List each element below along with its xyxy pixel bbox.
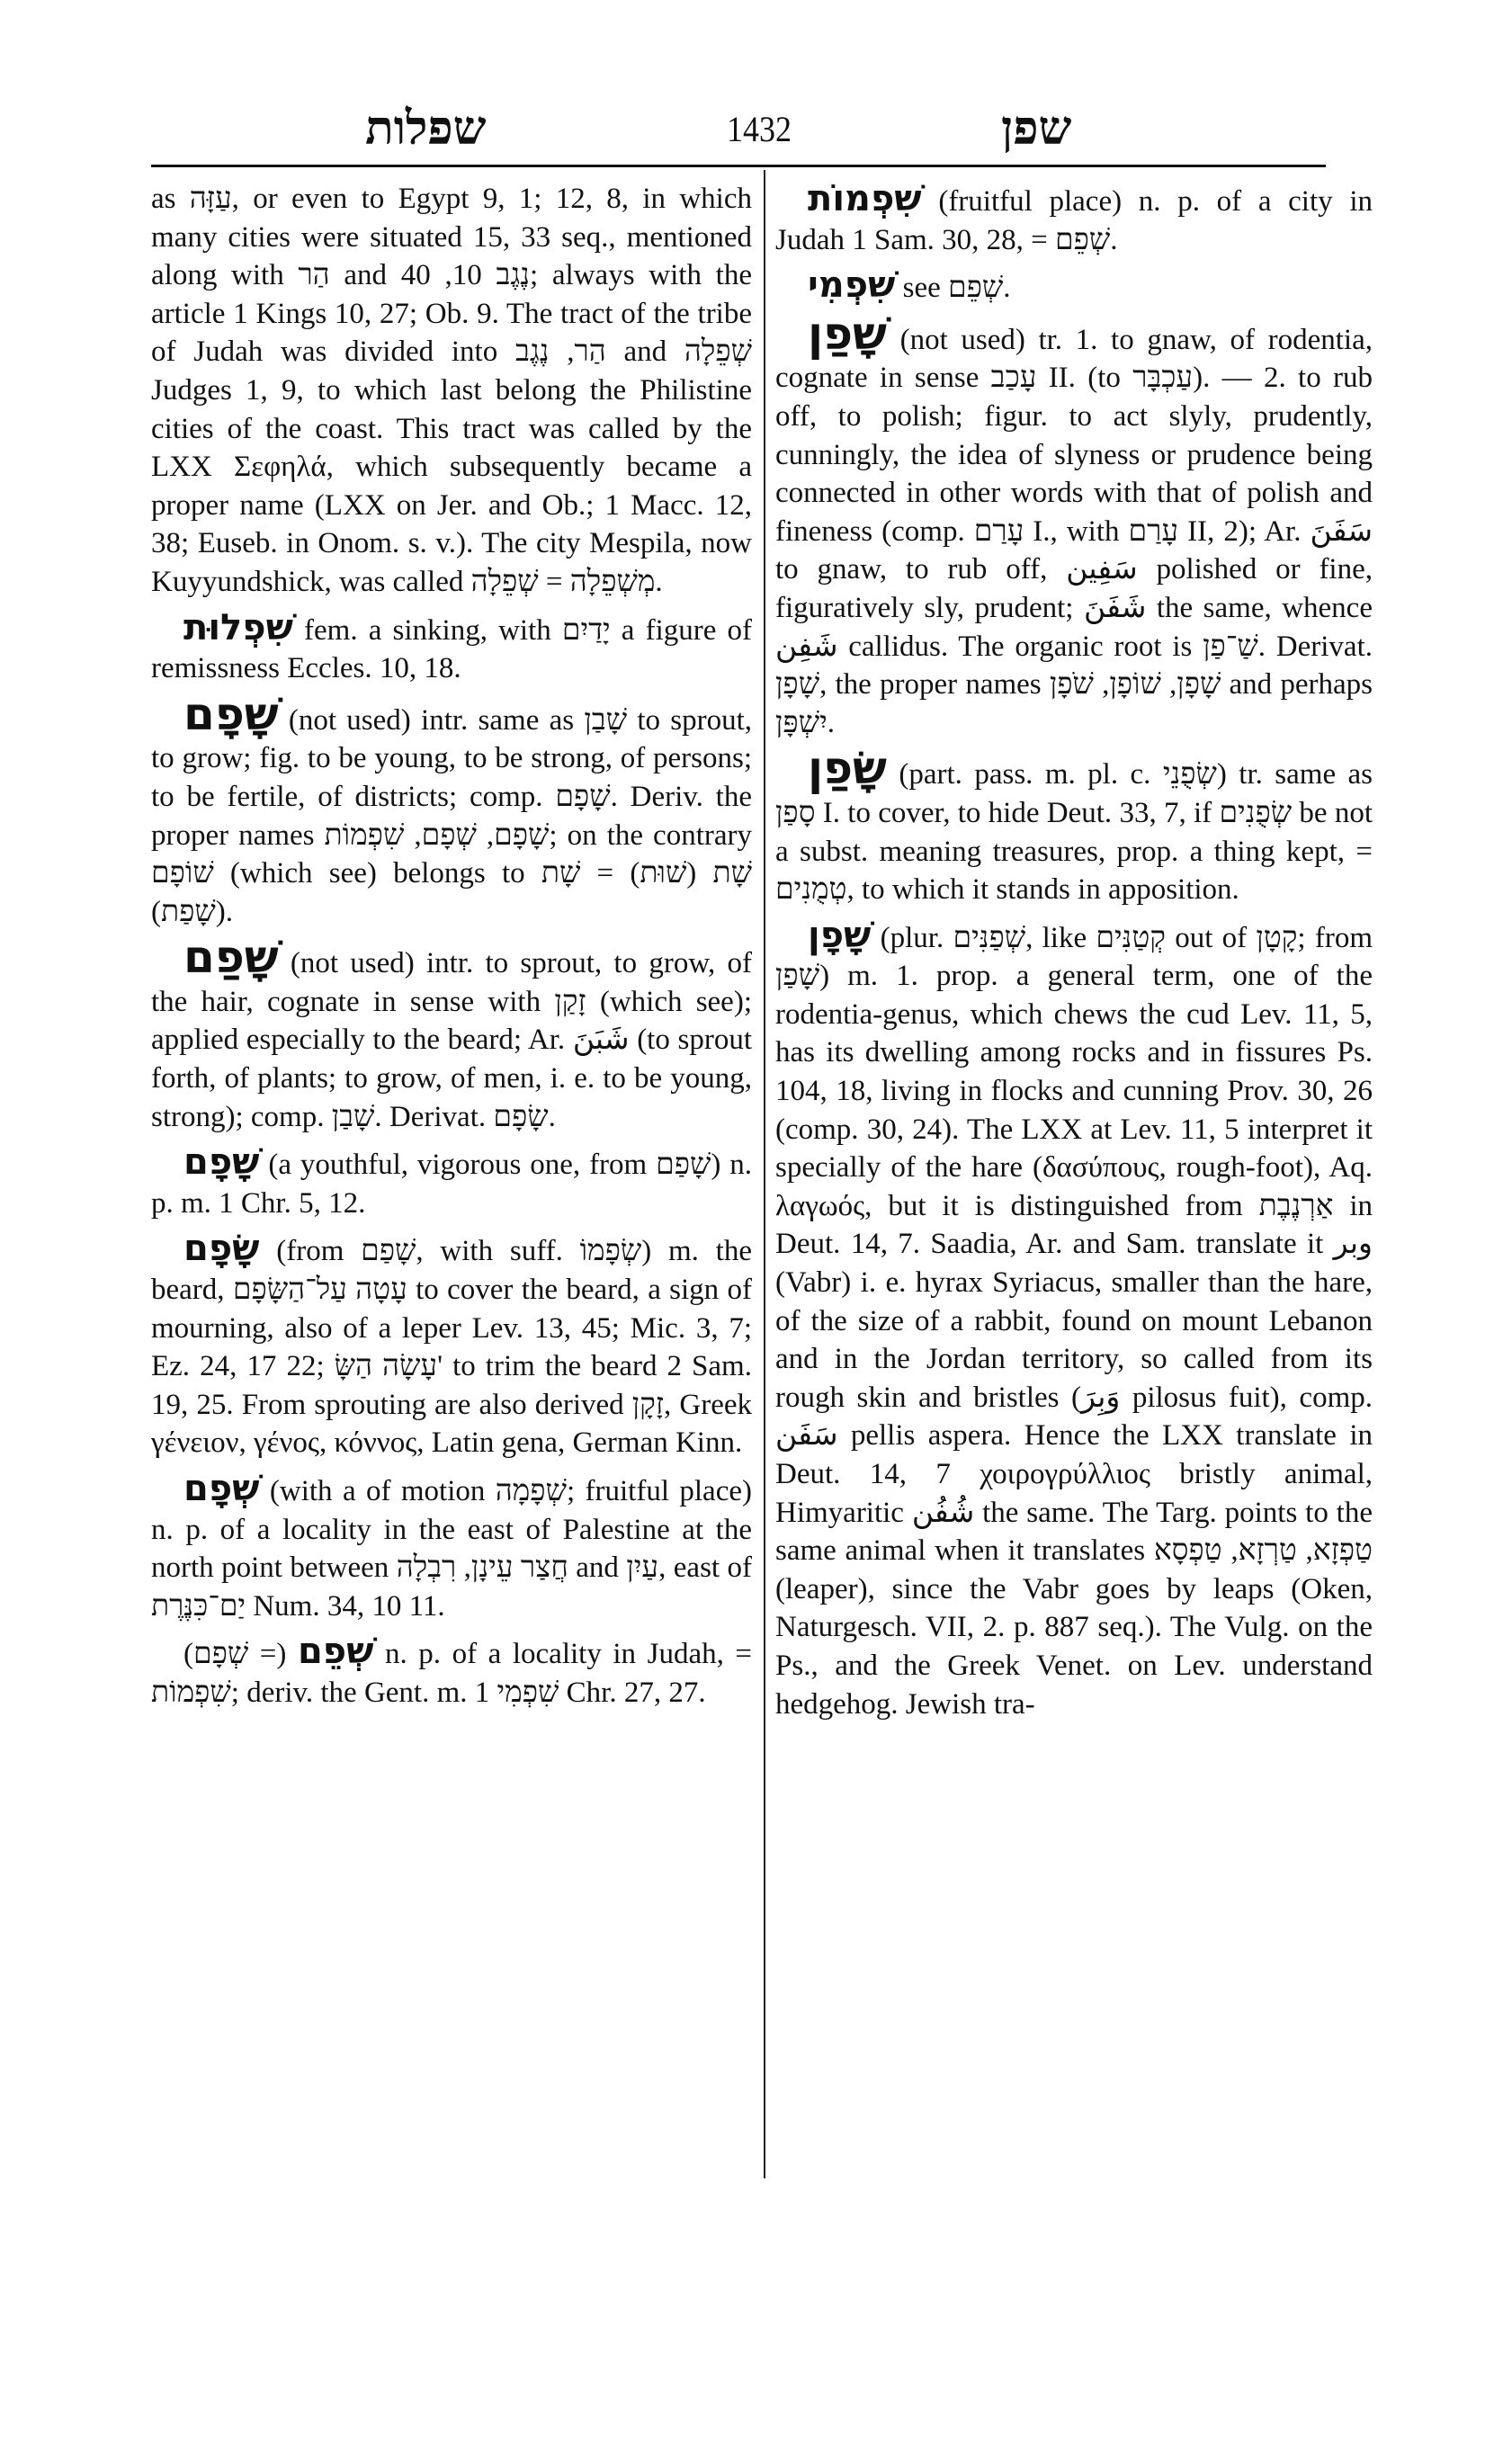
- headword: שִׁפְמִי: [808, 264, 896, 307]
- entry-text: (a youthful, vigorous one, from שָׁפַם) n. p. m. 1 Chr. 5, 12.: [151, 1149, 752, 1220]
- dictionary-entry: [151, 606, 753, 688]
- entry-text: (from שָׁפַם, with suff. שְׂפָמוֹ) m. the beard, עָטָה עַל־הַשָּׂפָם to cover the beard, a sign of mourning, also of a leper Lev. 13, 45; Mic. 3, 7; Ez. 24, 17 22; עָשָׂה הַשָּׂ' to trim the beard 2 Sam. 19, 25. From sprouting are also derived זָקָן, Greek γένειον, γένος, κόννος, Latin gena, German Kinn.: [151, 1235, 753, 1460]
- entry-text: as עַזָּה, or even to Egypt 9, 1; 12, 8, in which many cities were situated 15, 33 seq., mentioned along with הַר and נֶגֶב 10, 40; always with the article 1 Kings 10, 27; Ob. 9. The tract of the tribe of Judah was divided into הַר, נֶגֶב and שְׁפֵלָה Judges 1, 9, to which last belong the Philistine cities of the coast. This tract was called by the LXX Σεφηλά, which subsequently became a proper name (LXX on Jer. and Ob.; 1 Macc. 12, 38; Euseb. in Onom. s. v.). The city Mespila, now Kuyyundshick, was called מְשְׁפֵלָה = שְׁפֵלָה.: [151, 183, 752, 598]
- page-number: 1432: [727, 109, 792, 149]
- headword: שִׁפְלוּת: [183, 606, 293, 648]
- entry-text: fem. a sinking, with יָדַיִם a figure of remissness Eccles. 10, 18.: [151, 613, 753, 685]
- column-divider: [764, 170, 765, 2178]
- headword: שָׁפַן: [808, 307, 887, 360]
- dictionary-entry: [775, 742, 1373, 908]
- entry-text: (plur. שְׁפַנִּים, like קְטַנִּים out of קָטָן; from שָׁפַן) m. 1. prop. a general term, one of the rodentia-genus, which chews the cud Lev. 11, 5, has its dwelling among rocks and in fissures Ps. 104, 18, living in flocks and cunning Prov. 30, 26 (comp. 30, 24). The LXX at Lev. 11, 5 interpret it specially of the hare (δασύπους, rough-foot), Aq. λαγωός, but it is distinguished from אַרְנֶבֶת in Deut. 14, 7. Saadia, Ar. and Sam. translate it وبر (Vabr) i. e. hyrax Syriacus, smaller than the hare, of the size of a rabbit, found on mount Lebanon and in the Jordan territory, so called from its rough skin and bristles (وَبِرَ pilosus fuit), comp. سَفَن pellis aspera. Hence the LXX translate in Deut. 14, 7 χοιρογρύλλιος bristly animal, Himyaritic شُفُن the same. The Targ. points to the same animal when it translates טַפְזָא, טַרְזָא, טַפְסָא (leaper), since the Vabr goes by leaps (Oken, Naturgesch. VII, 2. p. 887 seq.). The Vulg. on the Ps., and the Greek Venet. on Lev. understand hedgehog. Jewish tra-: [775, 921, 1373, 1721]
- dictionary-entry: [775, 266, 1373, 308]
- entry-text: (not used) intr. to sprout, to grow, of the hair, cognate in sense with זָקַן (which see); applied especially to the beard; Ar. شَبَنَ (to sprout forth, of plants; to grow, of men, i. e. to be young, strong); comp. שָׁבַן. Derivat. שָׂפָם.: [151, 947, 752, 1133]
- header-rule: [151, 165, 1326, 167]
- dictionary-entry: [775, 914, 1373, 1723]
- headword: שָׁפָן: [808, 914, 872, 956]
- entry-text: (fruitful place) n. p. of a city in Judah 1 Sam. 30, 28, = שְׁפֵם.: [775, 185, 1373, 256]
- running-head-left-word: שפלות: [365, 103, 487, 155]
- entry-continuation: [151, 180, 752, 602]
- running-head: [151, 99, 1326, 162]
- running-head-right-word: שפן: [1001, 103, 1072, 155]
- entry-text: (not used) intr. same as שָׁבַן to sprout, to grow; fig. to be young, to be strong, of persons; to be fertile, of districts; comp. שָׁפָם. Deriv. the proper names שָׁפָם, שְׁפָם, שִׁפְמוֹת; on the contrary שׁוֹפָם (which see) belongs to שָׁת (שׁוּת) = שָׁת (שָׁפַת).: [151, 703, 753, 928]
- dictionary-entry: [151, 931, 752, 1136]
- headword: שָׁפַם: [183, 931, 279, 984]
- headword: שְׁפֵם: [297, 1631, 374, 1673]
- entry-text: (not used) tr. 1. to gnaw, of rodentia, cognate in sense עָכַב II. (to עַכְבָּר). — 2. to rub off, to polish; figur. to act slyly, prudently, cunningly, the idea of slyness or prudence being connected in other words with that of polish and fineness (comp. עָרַם I., with עָרַם II, 2); Ar. سَفَنَ to gnaw, to rub off, سَفِين polished or fine, figuratively sly, prudent; شَفَنَ the same, whence شَفِن callidus. The organic root is שַׁ־פַן. Derivat. שָׁפָן, the proper names שָׁפָן, שׁוֹפָן, שֹׁפָן and perhaps יִשְׁפָּן.: [775, 323, 1373, 739]
- headword: שָׁפָם: [183, 1141, 260, 1184]
- dictionary-entry: [151, 1632, 752, 1712]
- dictionary-entry: [151, 1470, 752, 1625]
- dictionary-entry: [151, 1229, 752, 1462]
- dictionary-entry: [151, 1143, 752, 1222]
- dictionary-entry: [151, 687, 753, 932]
- entry-text: (with a of motion שְׁפָמָה; fruitful place) n. p. of a locality in the east of Palestine at the north point between חֲצַר עֵינָן, רִבְלָה and עַיִן, east of יַם־כִּנֶּרֶת Num. 34, 10 11.: [151, 1475, 753, 1623]
- entry-text: (= שְׁפָם) n. p. of a locality in Judah, = שִׁפְמוֹת; deriv. the Gent. m. שִׁפְמִי 1 Chr. 27, 27.: [151, 1638, 753, 1709]
- headword: שָׂפַן: [808, 742, 887, 795]
- left-column: [151, 180, 752, 1720]
- dictionary-entry: [775, 307, 1373, 743]
- headword: שִׁפְמוֹת: [808, 178, 922, 219]
- entry-text: (part. pass. m. pl. c. שְׂפֻנֵי) tr. same as סָפַן I. to cover, to hide Deut. 33, 7, if שְׂפֻנִים be not a subst. meaning treasures, prop. a thing kept, = טְמֻנִים, to which it stands in apposition.: [775, 758, 1373, 907]
- dictionary-entry: [775, 180, 1373, 259]
- headword: שָׂפָם: [183, 1228, 260, 1270]
- entry-text: see שְׁפֵם.: [902, 272, 1011, 305]
- right-column: [775, 180, 1373, 1730]
- headword: שְׁפָם: [183, 1468, 260, 1509]
- headword: שָׁפָם: [183, 687, 279, 740]
